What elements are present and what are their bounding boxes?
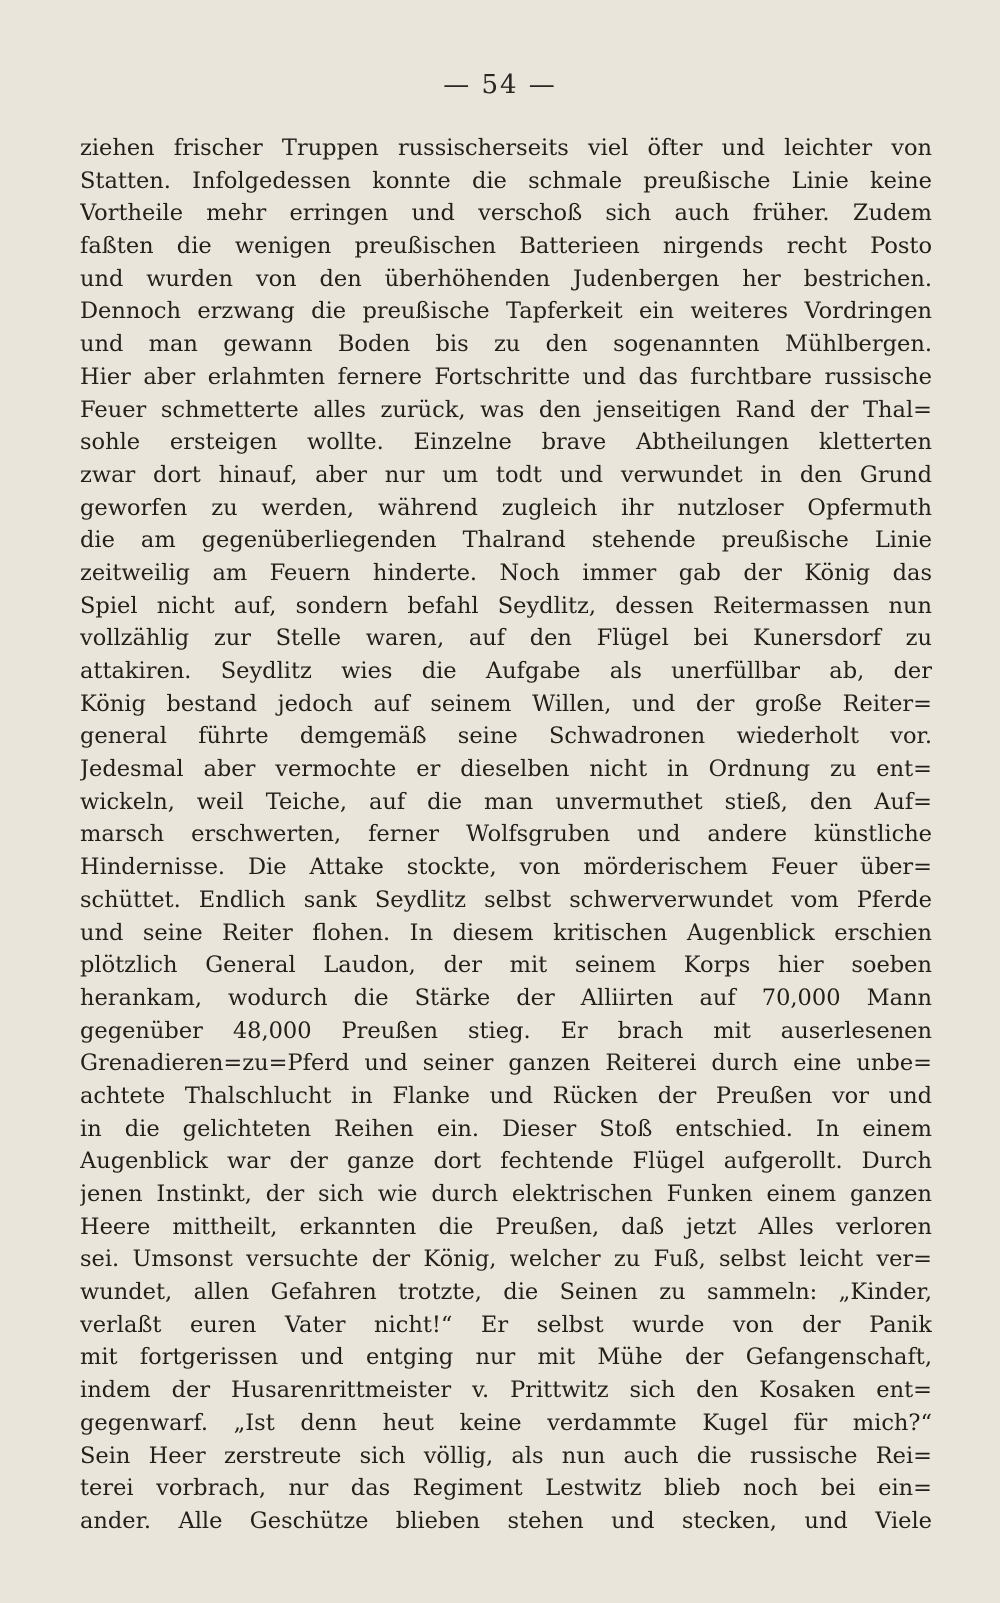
text-line: faßten die wenigen preußischen Batterieen nirgends recht Posto — [80, 233, 932, 260]
text-line: geworfen zu werden, während zugleich ihr nutzloser Opfermuth — [80, 494, 932, 521]
text-line: gegenwarf. „Ist denn heut keine verdammte Kugel für mich?“ — [80, 1409, 932, 1436]
page-number: — 54 — — [443, 70, 557, 100]
text-line: Vortheile mehr erringen und verschoß sich auch früher. Zudem — [80, 200, 932, 227]
text-line: attakiren. Seydlitz wies die Aufgabe als unerfüllbar ab, der — [80, 658, 932, 684]
text-line: marsch erschwerten, ferner Wolfsgruben und andere künstliche — [80, 821, 932, 848]
text-line: Hier aber erlahmten fernere Fortschritte und das furchtbare russische — [80, 363, 932, 390]
text-line: gegenüber 48,000 Preußen stieg. Er brach mit auserlesenen — [80, 1017, 932, 1044]
text-line: und wurden von den überhöhenden Judenbergen her bestrichen. — [80, 265, 932, 292]
text-line: Grenadieren=zu=Pferd und seiner ganzen Reiterei durch eine unbe= — [80, 1050, 932, 1077]
text-line: Heere mittheilt, erkannten die Preußen, daß jetzt Alles verloren — [80, 1213, 932, 1240]
text-line: zwar dort hinauf, aber nur um todt und verwundet in den Grund — [80, 461, 932, 488]
text-line: König bestand jedoch auf seinem Willen, und der große Reiter= — [80, 690, 932, 717]
text-line: jenen Instinkt, der sich wie durch elektrischen Funken einem ganzen — [80, 1181, 932, 1207]
text-line: sohle ersteigen wollte. Einzelne brave Abtheilungen kletterten — [80, 429, 932, 456]
text-line: verlaßt euren Vater nicht!“ Er selbst wurde von der Panik — [80, 1311, 932, 1338]
text-line: general führte demgemäß seine Schwadronen wiederholt vor. — [80, 723, 932, 750]
text-line: Dennoch erzwang die preußische Tapferkeit ein weiteres Vordringen — [80, 298, 932, 325]
text-line: Statten. Infolgedessen konnte die schmale preußische Linie keine — [80, 167, 932, 194]
text-line: die am gegenüberliegenden Thalrand stehende preußische Linie — [80, 527, 932, 554]
text-line: ander. Alle Geschütze blieben stehen und stecken, und Viele — [80, 1507, 932, 1534]
text-line: herankam, wodurch die Stärke der Alliirten auf 70,000 Mann — [80, 984, 932, 1011]
body-text — [80, 132, 932, 1538]
text-line: Feuer schmetterte alles zurück, was den jenseitigen Rand der Thal= — [80, 396, 932, 423]
text-line: schüttet. Endlich sank Seydlitz selbst schwerverwundet vom Pferde — [80, 886, 932, 913]
text-line: vollzählig zur Stelle waren, auf den Flügel bei Kunersdorf zu — [80, 625, 932, 652]
text-line: Sein Heer zerstreute sich völlig, als nun auch die russische Rei= — [80, 1442, 932, 1469]
text-line: terei vorbrach, nur das Regiment Lestwitz blieb noch bei ein= — [80, 1475, 932, 1502]
text-line: in die gelichteten Reihen ein. Dieser Stoß entschied. In einem — [80, 1115, 932, 1142]
text-line: wundet, allen Gefahren trotzte, die Seinen zu sammeln: „Kinder, — [80, 1279, 932, 1306]
text-line: Jedesmal aber vermochte er dieselben nicht in Ordnung zu ent= — [80, 756, 932, 783]
text-line: achtete Thalschlucht in Flanke und Rücken der Preußen vor und — [80, 1082, 932, 1109]
text-line: und seine Reiter flohen. In diesem kritischen Augenblick erschien — [80, 919, 932, 946]
text-line: indem der Husarenrittmeister v. Prittwitz sich den Kosaken ent= — [80, 1377, 932, 1404]
text-line: wickeln, weil Teiche, auf die man unvermuthet stieß, den Auf= — [80, 788, 932, 815]
text-line: plötzlich General Laudon, der mit seinem Korps hier soeben — [80, 952, 932, 979]
text-line: zeitweilig am Feuern hinderte. Noch immer gab der König das — [80, 559, 932, 586]
text-line: und man gewann Boden bis zu den sogenannten Mühlbergen. — [80, 331, 932, 358]
text-line: Spiel nicht auf, sondern befahl Seydlitz, dessen Reitermassen nun — [80, 592, 932, 619]
text-line: Hindernisse. Die Attake stockte, von mörderischem Feuer über= — [80, 854, 932, 881]
text-line: ziehen frischer Truppen russischerseits viel öfter und leichter von — [80, 135, 932, 161]
text-line: sei. Umsonst versuchte der König, welcher zu Fuß, selbst leicht ver= — [80, 1246, 932, 1273]
text-line: mit fortgerissen und entging nur mit Mühe der Gefangenschaft, — [80, 1344, 932, 1371]
text-line: Augenblick war der ganze dort fechtende Flügel aufgerollt. Durch — [80, 1148, 932, 1175]
